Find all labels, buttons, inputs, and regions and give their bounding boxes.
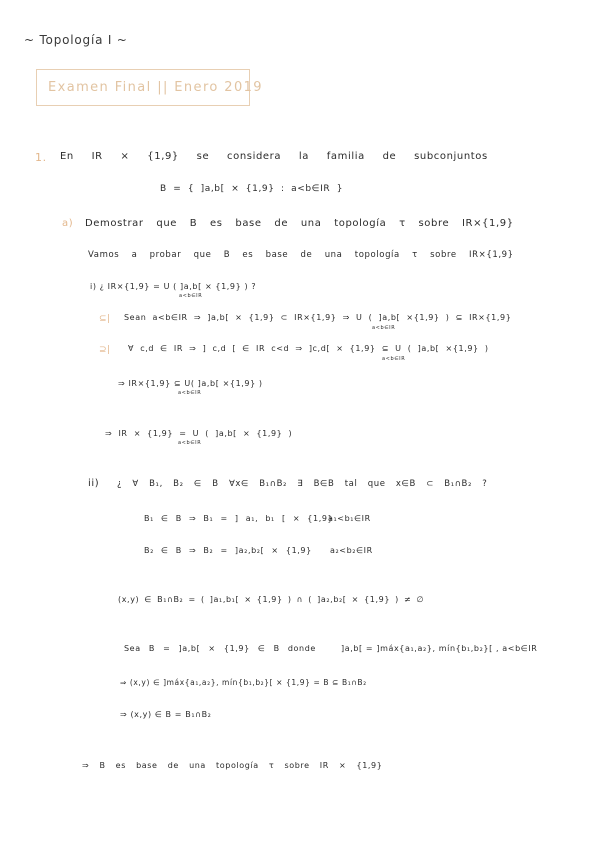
choose-b-interval: ]a,b[ = ]máx{a₁,a₂}, mín{b₁,b₂}[ , a<b∈IR	[341, 644, 538, 653]
b2-condition: a₂<b₂∈IR	[330, 546, 373, 555]
proof-line-2: ∀ c,d ∈ IR ⇒ ] c,d [ ∈ IR c<d ⇒ ]c,d[ × {1,9} ⊆ U ( ]a,b[ ×{1,9} )	[128, 344, 489, 353]
subset-mark: ⊆|	[99, 314, 111, 324]
step-i-subscript: a<b∈IR	[179, 293, 203, 299]
page-title: ~ Topología I ~	[24, 33, 128, 47]
choose-b-line: Sea B = ]a,b[ × {1,9} ∈ B donde	[124, 644, 316, 653]
superset-mark: ⊇|	[99, 345, 111, 355]
exam-title: Examen Final || Enero 2019	[48, 80, 263, 95]
problem-statement: En IR × {1,9} se considera la familia de subconjuntos	[60, 151, 488, 162]
conclusion-1-subscript: a<b∈IR	[178, 390, 202, 396]
family-definition: B = { ]a,b[ × {1,9} : a<b∈IR }	[160, 184, 344, 194]
step-ii: ¿ ∀ B₁, B₂ ∈ B ∀x∈ B₁∩B₂ ∃ B∈B tal que x∈B ⊂ B₁∩B₂ ?	[117, 479, 488, 489]
exam-title-box	[36, 69, 263, 106]
conclusion-2: ⇒ IR × {1,9} = U ( ]a,b[ × {1,9} )	[105, 429, 293, 438]
intersection-line: (x,y) ∈ B₁∩B₂ = ( ]a₁,b₁[ × {1,9} ) ∩ ( ]a₂,b₂[ × {1,9} ) ≠ ∅	[118, 595, 425, 604]
conclusion-1: ⇒ IR×{1,9} ⊆ U( ]a,b[ ×{1,9} )	[118, 379, 263, 388]
implication-2: ⇒ (x,y) ∈ B = B₁∩B₂	[120, 710, 212, 719]
proof-line-2-subscript: a<b∈IR	[382, 356, 406, 362]
final-conclusion: ⇒ B es base de una topología τ sobre IR × {1,9}	[82, 761, 383, 770]
implication-1: ⇒ (x,y) ∈ ]máx{a₁,a₂}, mín{b₁,b₂}[ × {1,9} = B ⊆ B₁∩B₂	[120, 678, 367, 687]
conclusion-2-subscript: a<b∈IR	[178, 440, 202, 446]
step-i: i) ¿ IR×{1,9} = U ( ]a,b[ × {1,9} ) ?	[90, 282, 257, 291]
proof-line-1-subscript: a<b∈IR	[372, 325, 396, 331]
b2-definition: B₂ ∈ B ⇒ B₂ = ]a₂,b₂[ × {1,9}	[144, 546, 312, 555]
proof-intro: Vamos a probar que B es base de una topología τ sobre IR×{1,9}	[88, 250, 514, 260]
b1-definition: B₁ ∈ B ⇒ B₁ = ] a₁, b₁ [ × {1,9}	[144, 514, 334, 523]
step-ii-label: ii)	[88, 478, 100, 489]
part-a-statement: Demostrar que B es base de una topología τ sobre IR×{1,9}	[85, 218, 514, 229]
problem-number: 1.	[35, 151, 47, 164]
b1-condition: a₁<b₁∈IR	[328, 514, 371, 523]
proof-line-1: Sean a<b∈IR ⇒ ]a,b[ × {1,9} ⊂ IR×{1,9} ⇒ U ( ]a,b[ ×{1,9} ) ⊆ IR×{1,9}	[124, 313, 512, 322]
part-a-label: a)	[62, 218, 74, 229]
